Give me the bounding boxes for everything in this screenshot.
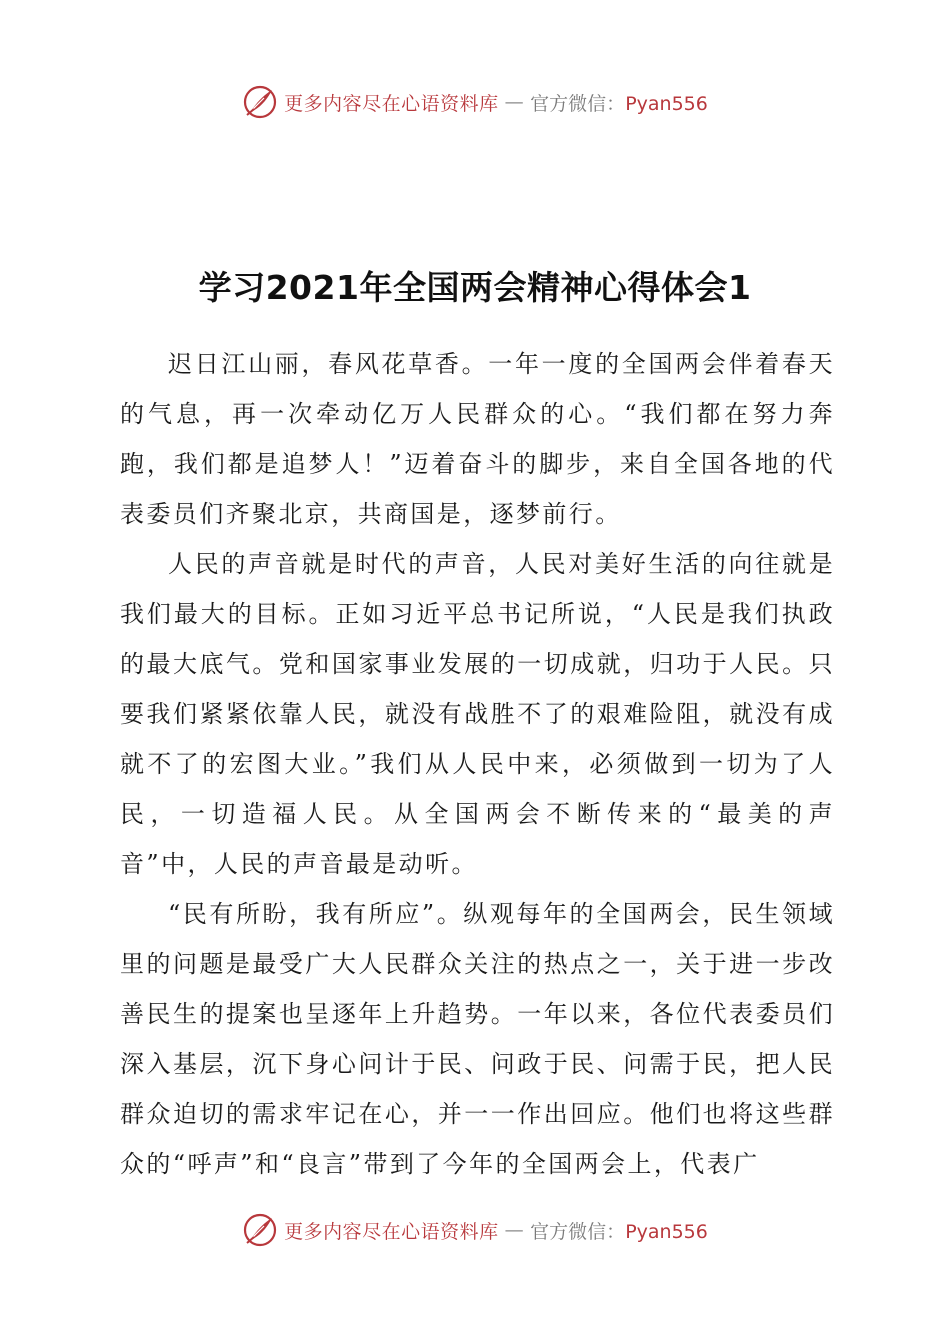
paragraph-1: 迟日江山丽，春风花草香。一年一度的全国两会伴着春天的气息，再一次牵动亿万人民群众的心。“我们都在努力奔跑，我们都是追梦人！”迈着奋斗的脚步，来自全国各地的代表委员们齐聚北京，共商国是，逐梦前行。 — [120, 350, 835, 528]
footer-watermark-banner — [0, 1210, 950, 1250]
footer-dash: — — [504, 1219, 525, 1241]
paragraph-2: 人民的声音就是时代的声音，人民对美好生活的向往就是我们最大的目标。正如习近平总书记所说，“人民是我们执政的最大底气。党和国家事业发展的一切成就，归功于人民。只要我们紧紧依靠人民，就没有战胜不了的艰难险阻，就没有成就不了的宏图大业。”我们从人民中来，必须做到一切为了人民，一切造福人民。从全国两会不断传来的“最美的声音”中，人民的声音最是动听。 — [120, 550, 835, 878]
paragraph-3: “民有所盼，我有所应”。纵观每年的全国两会，民生领域里的问题是最受广大人民群众关注的热点之一，关于进一步改善民生的提案也呈逐年上升趋势。一年以来，各位代表委员们深入基层，沉下身心问计于民、问政于民、问需于民，把人民群众迫切的需求牢记在心，并一一作出回应。他们也将这些群众的“呼声”和“良言”带到了今年的全国两会上，代表广 — [120, 900, 835, 1178]
footer-contact-id: Pyan556 — [625, 1220, 708, 1243]
header-contact-label: 官方微信： — [530, 92, 626, 115]
header-brand-text: 更多内容尽在心语资料库 — [284, 92, 499, 115]
footer-contact — [530, 1217, 708, 1244]
footer-brand-text: 更多内容尽在心语资料库 — [284, 1220, 499, 1243]
document-title: 学习2021年全国两会精神心得体会1 — [198, 268, 752, 307]
header-watermark-banner — [0, 82, 950, 122]
header-contact — [530, 89, 708, 116]
document-body — [120, 339, 835, 1189]
footer-contact-label: 官方微信： — [530, 1220, 626, 1243]
quill-pen-logo-icon — [242, 1212, 278, 1248]
header-contact-id: Pyan556 — [625, 92, 708, 115]
quill-pen-logo-icon — [242, 84, 278, 120]
header-dash: — — [504, 91, 525, 113]
